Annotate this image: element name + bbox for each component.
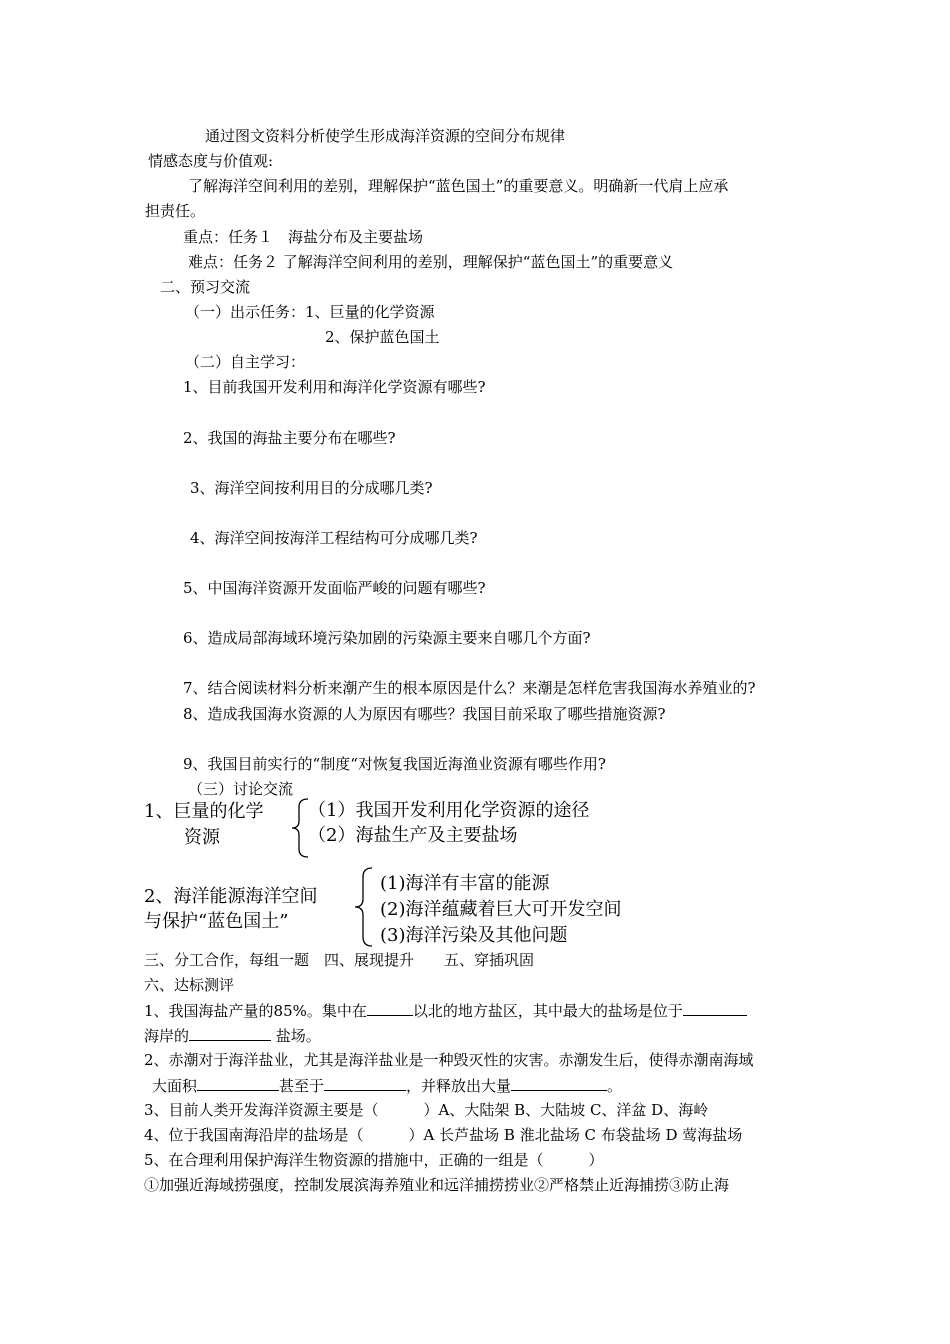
outline-1-item-1: （1）我国开发利用化学资源的途径 — [308, 800, 590, 821]
question-9: 9、我国目前实行的“制度“对恢复我国近海渔业资源有哪些作用? — [183, 755, 606, 773]
outline-2-item-1: (1)海洋有丰富的能源 — [380, 873, 550, 894]
test-q1-text-a: 1、我国海盐产量的85%。集中在 — [144, 1002, 367, 1020]
outline-2-item-2: (2)海洋蕴藏着巨大可开发空间 — [380, 899, 622, 920]
section-3-line: 三、分工合作，每组一题 四、展现提升 五、穿插巩固 — [144, 951, 535, 969]
question-4: 4、海洋空间按海洋工程结构可分成哪几类? — [190, 529, 478, 547]
q1-blank-2[interactable] — [683, 1001, 747, 1016]
test-q2-text-e: 。 — [607, 1077, 623, 1095]
test-q3: 3、目前人类开发海洋资源主要是（ ）A、大陆架 B、大陆坡 C、洋盆 D、海岭 — [144, 1101, 709, 1119]
difficult-point: 难点：任务２ 了解海洋空间利用的差别，理解保护“蓝色国土”的重要意义 — [188, 253, 674, 271]
test-q5: 5、在合理利用保护海洋生物资源的措施中，正确的一组是（ ） — [144, 1151, 604, 1169]
outline-2-title-line1: 2、海洋能源海洋空间 — [144, 886, 318, 907]
test-q5-options: ①加强近海域捞强度，控制发展滨海养殖业和远洋捕捞捞业②严格禁止近海捕捞③防止海 — [144, 1176, 730, 1194]
self-study-heading: （二）自主学习： — [185, 353, 306, 371]
task-intro: （一）出示任务：1、巨量的化学资源 — [185, 303, 435, 321]
test-q1-text-c: 海岸的 — [144, 1027, 190, 1045]
emotion-text-line2: 担责任。 — [145, 202, 206, 220]
test-q2-line1: 2、赤潮对于海洋盐业，尤其是海洋盐业是一种毁灭性的灾害。赤潮发生后，使得赤潮南海域 — [144, 1051, 754, 1069]
question-5: 5、中国海洋资源开发面临严峻的问题有哪些? — [183, 579, 486, 597]
question-1: 1、目前我国开发利用和海洋化学资源有哪些? — [183, 378, 486, 396]
key-point: 重点：任务１ 海盐分布及主要盐场 — [183, 228, 424, 246]
q1-blank-1[interactable] — [367, 1001, 413, 1016]
task-2: 2、保护蓝色国土 — [325, 328, 440, 346]
outline-2-brace — [352, 866, 376, 948]
q2-blank-2[interactable] — [324, 1076, 406, 1091]
question-8: 8、造成我国海水资源的人为原因有哪些？我国目前采取了哪些措施资源? — [183, 705, 666, 723]
objective-text: 通过图文资料分析使学生形成海洋资源的空间分布规律 — [205, 127, 566, 145]
outline-2-title-line2: 与保护“蓝色国土” — [144, 911, 289, 932]
question-7: 7、结合阅读材料分析来潮产生的根本原因是什么？来潮是怎样危害我国海水养殖业的? — [183, 679, 756, 697]
emotion-heading: 情感态度与价值观: — [148, 152, 274, 170]
section-6-heading: 六、达标测评 — [144, 976, 235, 994]
question-3: 3、海洋空间按利用目的分成哪几类? — [190, 479, 433, 497]
emotion-text-line1: 了解海洋空间利用的差别，理解保护“蓝色国土”的重要意义。明确新一代肩上应承 — [188, 177, 729, 195]
discussion-heading: （三）讨论交流 — [188, 780, 294, 798]
test-q2-text-c: 甚至于 — [279, 1077, 325, 1095]
section-2-heading: 二、预习交流 — [160, 278, 251, 296]
question-2: 2、我国的海盐主要分布在哪些? — [183, 429, 396, 447]
outline-1-title-line2: 资源 — [184, 827, 220, 848]
q2-blank-1[interactable] — [197, 1076, 279, 1091]
test-q2-text-d: ，并释放出大量 — [406, 1077, 512, 1095]
outline-1-title-line1: 1、巨量的化学 — [144, 801, 264, 822]
test-q1-line2 — [144, 1026, 321, 1045]
q2-blank-3[interactable] — [511, 1076, 607, 1091]
outline-2-item-3: (3)海洋污染及其他问题 — [380, 925, 568, 946]
question-6: 6、造成局部海域环境污染加剧的污染源主要来自哪几个方面? — [183, 629, 591, 647]
test-q4: 4、位于我国南海沿岸的盐场是（ ）A 长芦盐场 B 淮北盐场 C 布袋盐场 D 莺海盐场 — [144, 1126, 743, 1144]
test-q2-text-b: 大面积 — [152, 1077, 198, 1095]
test-q2-line2 — [152, 1076, 622, 1095]
outline-1-item-2: （2）海盐生产及主要盐场 — [308, 825, 518, 846]
q1-blank-3[interactable] — [189, 1026, 271, 1041]
test-q1-line1 — [144, 1001, 747, 1020]
test-q1-text-b: 以北的地方盐区，其中最大的盐场是位于 — [412, 1002, 683, 1020]
test-q1-text-d: 盐场。 — [275, 1027, 321, 1045]
